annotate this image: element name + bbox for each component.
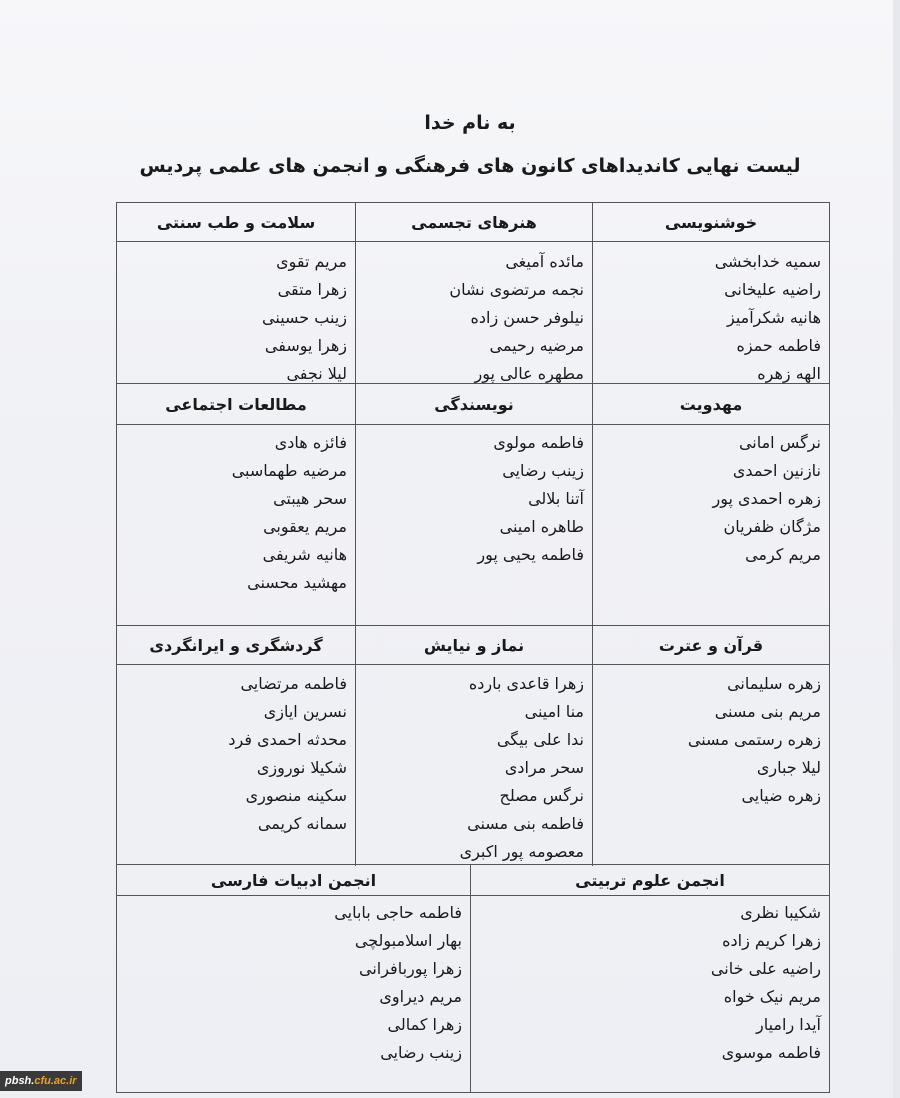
column-header: نویسندگی <box>356 384 592 425</box>
name-list <box>593 242 829 388</box>
bismillah-heading: به نام خدا <box>424 112 516 134</box>
column-mahdaviat <box>592 384 829 625</box>
candidates-table-section-1 <box>116 202 830 384</box>
name-list <box>117 425 355 597</box>
candidate-name: زهره سلیمانی <box>727 674 821 693</box>
candidate-name: فائزه هادی <box>274 433 347 452</box>
candidate-name: سحر هیبتی <box>273 489 347 508</box>
column-header: قرآن و عترت <box>593 626 829 665</box>
candidate-name: مرضیه طهماسبی <box>231 461 347 480</box>
candidate-name: لیلا جباری <box>756 758 821 777</box>
candidate-name: فاطمه حاجی بابایی <box>334 903 462 922</box>
column-header: انجمن علوم تربیتی <box>471 865 829 896</box>
candidate-name: زهرا متقی <box>277 280 347 299</box>
column-quran-etrat <box>592 626 829 866</box>
candidates-table-section-2 <box>116 383 830 626</box>
candidate-name: ندا علی بیگی <box>496 730 584 749</box>
candidate-name: فاطمه موسوی <box>721 1043 821 1062</box>
candidate-name: راضیه علی خانی <box>710 959 821 978</box>
candidate-name: معصومه پور اکبری <box>459 842 584 861</box>
candidate-name: مریم تقوی <box>276 252 347 271</box>
name-list <box>117 242 355 388</box>
candidate-name: زهرا پوربافرانی <box>358 959 462 978</box>
name-list <box>356 242 592 388</box>
candidate-name: زهرا کمالی <box>387 1015 462 1034</box>
column-social-studies <box>117 384 355 625</box>
candidates-table-section-4 <box>116 864 830 1093</box>
column-header: هنرهای تجسمی <box>356 203 592 242</box>
candidate-name: مژگان ظفریان <box>723 517 821 536</box>
column-header: مهدویت <box>593 384 829 425</box>
candidate-name: آتنا بلالی <box>528 489 584 508</box>
column-header: سلامت و طب سنتی <box>117 203 355 242</box>
candidate-name: هانیه شکرآمیز <box>727 308 821 327</box>
column-header: گردشگری و ایرانگردی <box>117 626 355 665</box>
candidate-name: زهرا یوسفی <box>264 336 347 355</box>
candidate-name: مائده آمیغی <box>505 252 584 271</box>
candidate-name: شکیبا نظری <box>740 903 821 922</box>
watermark-prefix: pbsh. <box>5 1075 35 1087</box>
candidate-name: هانیه شریفی <box>262 545 347 564</box>
column-tourism <box>117 626 355 866</box>
candidate-name: راضیه علیخانی <box>724 280 821 299</box>
candidate-name: زهره رستمی مسنی <box>687 730 821 749</box>
column-health-traditional-medicine <box>117 203 355 388</box>
candidate-name: مهشید محسنی <box>247 573 347 592</box>
candidate-name: مریم کرمی <box>745 545 821 564</box>
candidate-name: مطهره عالی پور <box>474 364 584 383</box>
name-list <box>356 665 592 866</box>
name-list <box>117 665 355 838</box>
candidate-name: طاهره امینی <box>499 517 584 536</box>
candidate-name: نازنین احمدی <box>732 461 821 480</box>
column-prayer <box>355 626 592 866</box>
candidate-name: سکینه منصوری <box>245 786 347 805</box>
candidate-name: مرضیه رحیمی <box>489 336 584 355</box>
candidate-name: نرگس امانی <box>738 433 821 452</box>
candidate-name: بهار اسلامبولچی <box>354 931 462 950</box>
candidate-name: فاطمه مرتضایی <box>240 674 347 693</box>
candidate-name: زینب حسینی <box>262 308 347 327</box>
name-list <box>471 896 829 1067</box>
candidate-name: نیلوفر حسن زاده <box>470 308 584 327</box>
candidate-name: سمیه خدابخشی <box>714 252 821 271</box>
candidates-table-section-3 <box>116 625 830 865</box>
candidate-name: منا امینی <box>524 702 584 721</box>
candidate-name: زهره احمدی پور <box>712 489 821 508</box>
candidate-name: الهه زهره <box>757 364 821 383</box>
candidate-name: زینب رضایی <box>380 1043 462 1062</box>
watermark-domain: cfu.ac.ir <box>34 1075 77 1087</box>
site-watermark <box>0 1071 82 1091</box>
name-list <box>117 896 470 1067</box>
column-header: انجمن ادبیات فارسی <box>117 865 470 896</box>
candidate-name: آیدا رامیار <box>756 1015 821 1034</box>
column-header: خوشنویسی <box>593 203 829 242</box>
column-educational-sciences-association <box>470 865 829 1092</box>
candidate-name: شکیلا نوروزی <box>256 758 347 777</box>
candidate-name: فاطمه بنی مسنی <box>467 814 584 833</box>
candidate-name: مریم یعقوبی <box>263 517 347 536</box>
name-list <box>356 425 592 569</box>
candidate-name: فاطمه یحیی پور <box>477 545 584 564</box>
candidate-name: مریم نیک خواه <box>723 987 821 1006</box>
candidate-name: سحر مرادی <box>504 758 584 777</box>
candidate-name: زینب رضایی <box>502 461 584 480</box>
column-visual-arts <box>355 203 592 388</box>
column-persian-literature-association <box>117 865 470 1092</box>
candidate-name: سمانه کریمی <box>257 814 347 833</box>
candidate-name: فاطمه حمزه <box>736 336 821 355</box>
candidate-name: فاطمه مولوی <box>493 433 584 452</box>
candidate-name: زهرا قاعدی بارده <box>468 674 584 693</box>
name-list <box>593 425 829 569</box>
document-title: لیست نهایی کاندیداهای کانون های فرهنگی و انجمن های علمی پردیس <box>139 155 801 177</box>
candidate-name: نجمه مرتضوی نشان <box>449 280 584 299</box>
candidate-name: مریم دیراوی <box>379 987 462 1006</box>
candidate-name: محدثه احمدی فرد <box>228 730 347 749</box>
candidate-name: نرگس مصلح <box>499 786 584 805</box>
column-header: نماز و نیایش <box>356 626 592 665</box>
candidate-name: زهره ضیایی <box>741 786 821 805</box>
column-header: مطالعات اجتماعی <box>117 384 355 425</box>
candidate-name: مریم بنی مسنی <box>714 702 821 721</box>
candidate-name: نسرین ایازی <box>263 702 347 721</box>
candidate-name: زهرا کریم زاده <box>722 931 821 950</box>
column-writing <box>355 384 592 625</box>
candidate-name: لیلا نجفی <box>286 364 347 383</box>
name-list <box>593 665 829 810</box>
column-calligraphy <box>592 203 829 388</box>
